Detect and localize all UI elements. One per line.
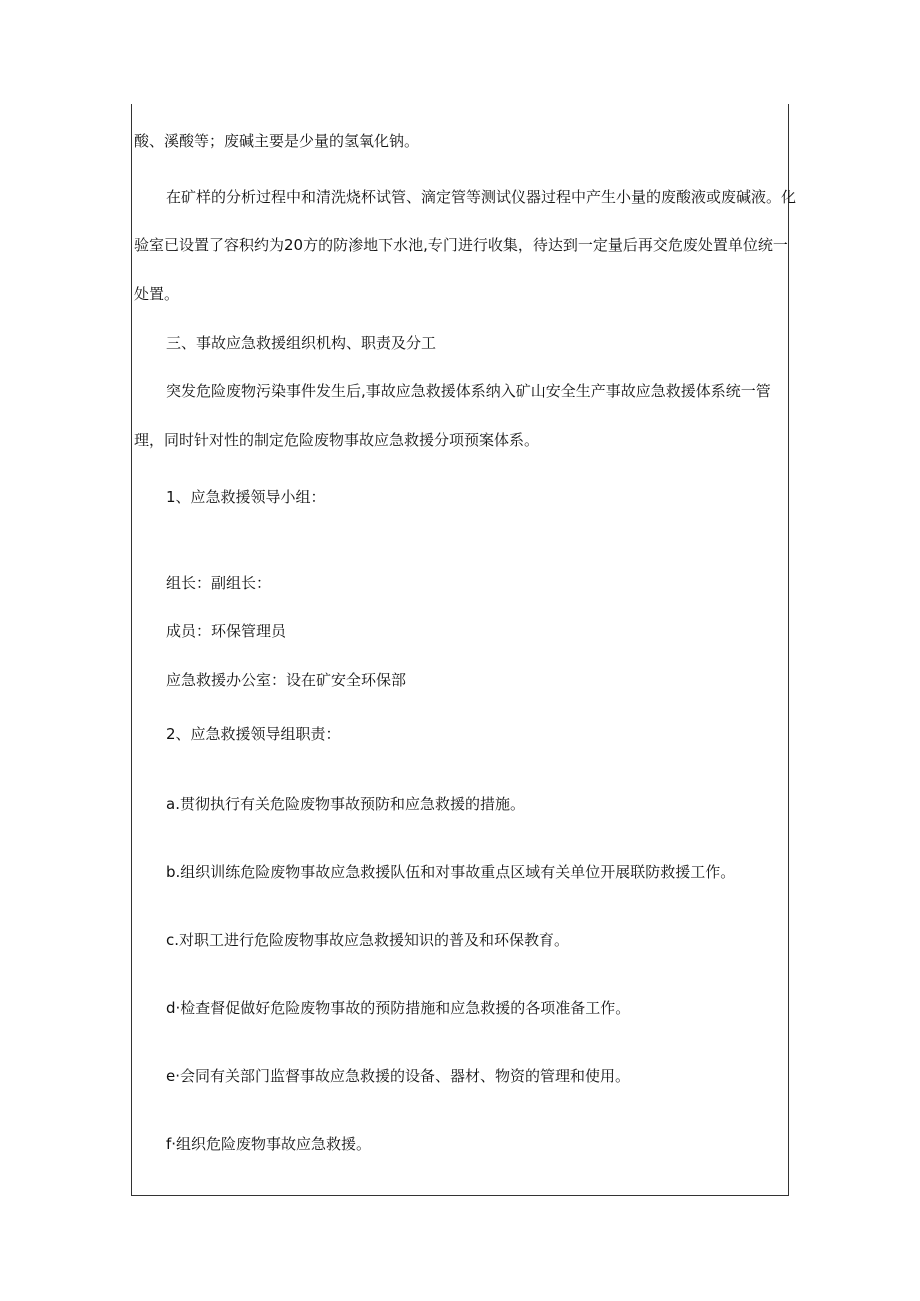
duty-e: e·会同有关部门监督事故应急救援的设备、器材、物资的管理和使用。 <box>166 1067 630 1085</box>
para-lab-waste-line3: 处置。 <box>134 285 180 303</box>
duty-d: d·检查督促做好危险废物事故的预防措施和应急救援的各项准备工作。 <box>166 999 631 1017</box>
duty-b: b.组织训练危险废物事故应急救援队伍和对事故重点区域有关单位开展联防救援工作。 <box>166 863 736 881</box>
office-line: 应急救援办公室：设在矿安全环保部 <box>166 671 407 689</box>
item-2-title: 2、应急救援领导组职责： <box>166 725 341 743</box>
section-heading-3: 三、事故应急救援组织机构、职责及分工 <box>166 334 437 352</box>
page-border-frame <box>131 104 789 1196</box>
duty-f: f·组织危险废物事故应急救援。 <box>166 1135 372 1153</box>
para-response-system-line2: 理，同时针对性的制定危险废物事故应急救援分项预案体系。 <box>134 431 540 449</box>
para-waste-alkali: 酸、溪酸等；废碱主要是少量的氢氧化钠。 <box>134 132 420 150</box>
para-response-system-line1: 突发危险废物污染事件发生后,事故应急救援体系纳入矿山安全生产事故应急救援体系统一管 <box>166 382 771 400</box>
leader-line: 组长：副组长： <box>166 574 272 592</box>
members-line: 成员：环保管理员 <box>166 622 287 640</box>
item-1-title: 1、应急救援领导小组： <box>166 488 326 506</box>
duty-c: c.对职工进行危险废物事故应急救援知识的普及和环保教育。 <box>166 931 570 949</box>
duty-a: a.贯彻执行有关危险废物事故预防和应急救援的措施。 <box>166 795 525 813</box>
para-lab-waste-line2: 验室已设置了容积约为20方的防渗地下水池,专门进行收集，待达到一定量后再交危废处置单位统一 <box>134 236 788 254</box>
para-lab-waste-line1: 在矿样的分析过程中和清洗烧杯试管、滴定管等测试仪器过程中产生小量的废酸液或废碱液。化 <box>166 188 797 206</box>
